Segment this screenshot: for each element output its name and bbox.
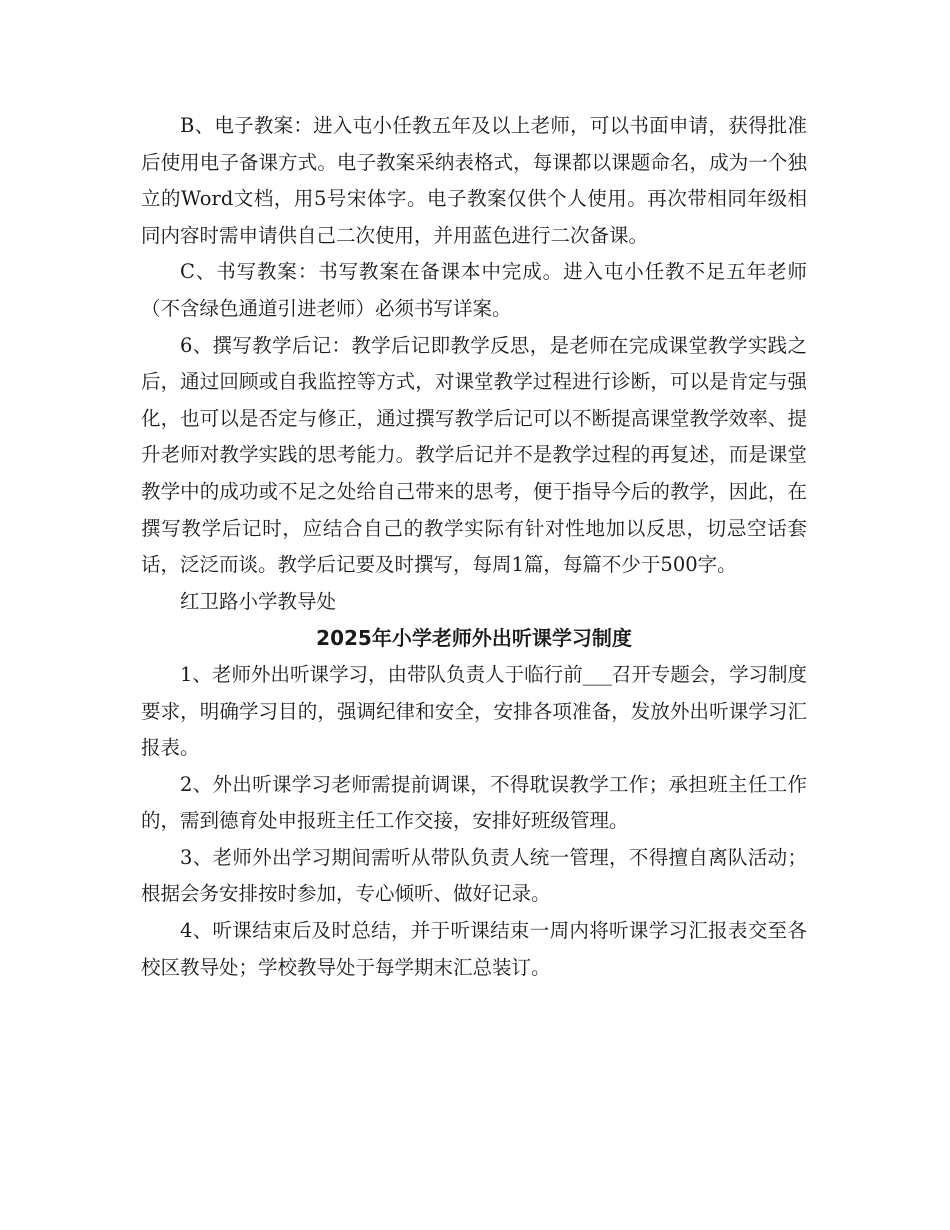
section-title: 2025年小学老师外出听课学习制度	[316, 626, 632, 651]
rule-item-2: 2、外出听课学习老师需提前调课，不得耽误教学工作；承担班主任工作的，需到德育处申报班主任工作交接，安排好班级管理。	[141, 772, 807, 833]
document-page	[141, 108, 807, 986]
paragraph-written-lesson-plan: C、书写教案：书写教案在备课本中完成。进入屯小任教不足五年老师（不含绿色通道引进老师）必须书写详案。	[141, 260, 807, 320]
rule-item-4: 4、听课结束后及时总结，并于听课结束一周内将听课学习汇报表交至各校区教导处；学校教导处于每学期末汇总装订。	[141, 919, 807, 979]
paragraph-teaching-reflection: 6、撰写教学后记：教学后记即教学反思，是老师在完成课堂教学实践之后，通过回顾或自我监控等方式，对课堂教学过程进行诊断，可以是肯定与强化，也可以是否定与修正，通过撰写教学后记可以不断提高课堂教学效率、提升老师对教学实践的思考能力。教学后记并不是教学过程的再复述，而是课堂教学中的成功或不足之处给自己带来的思考，便于指导今后的教学，因此，在撰写教学后记时，应结合自己的教学实际有针对性地加以反思，切忌空话套话，泛泛而谈。教学后记要及时撰写，每周1篇，每篇不少于500字。	[141, 333, 807, 577]
rule-item-3: 3、老师外出学习期间需听从带队负责人统一管理，不得擅自离队活动；根据会务安排按时参加，专心倾听、做好记录。	[141, 845, 807, 906]
rule-item-1: 1、老师外出听课学习，由带队负责人于临行前___召开专题会，学习制度要求，明确学习目的，强调纪律和安全，安排各项准备，发放外出听课学习汇报表。	[141, 662, 807, 760]
paragraph-electronic-lesson-plan: B、电子教案：进入屯小任教五年及以上老师，可以书面申请，获得批准后使用电子备课方式。电子教案采纳表格式，每课都以课题命名，成为一个独立的Word文档，用5号宋体字。电子教案仅供个人使用。再次带相同年级相同内容时需申请供自己二次使用，并用蓝色进行二次备课。	[141, 114, 807, 247]
signature-office: 红卫路小学教导处	[180, 589, 337, 613]
